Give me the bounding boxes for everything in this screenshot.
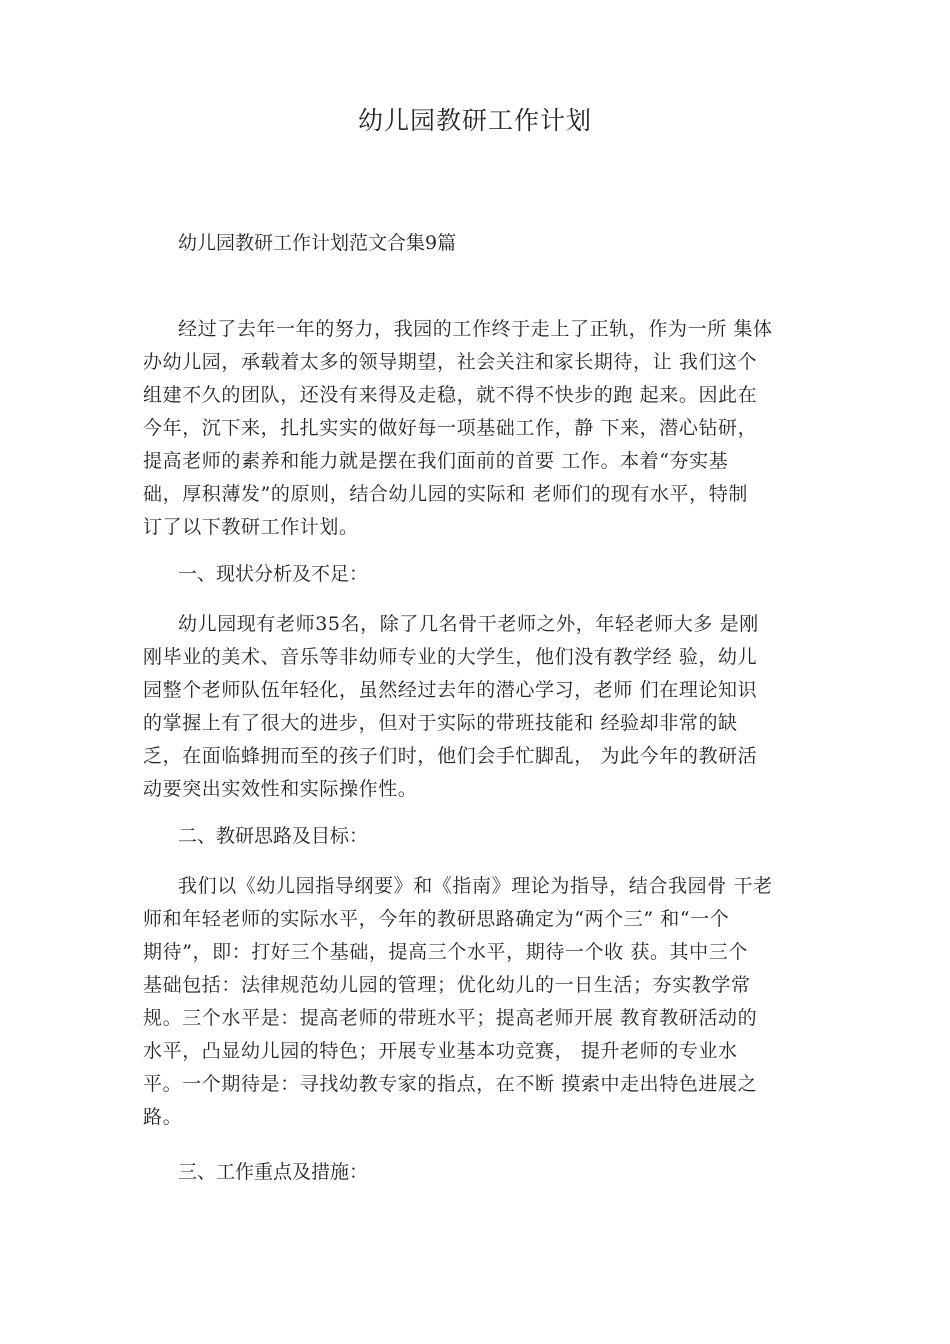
section1-paragraph bbox=[143, 608, 833, 806]
paragraph-line: 水平，凸显幼儿园的特色；开展专业基本功竞赛， 提升老师的专业水 bbox=[143, 1040, 738, 1062]
document-title: 幼儿园教研工作计划 bbox=[357, 106, 592, 135]
paragraph-line: 规。三个水平是：提高老师的带班水平；提高老师开展 教育教研活动的 bbox=[143, 1007, 758, 1029]
section-heading-measures: 三、工作重点及措施： bbox=[178, 1161, 369, 1183]
paragraph-line: 幼儿园现有老师35名，除了几名骨干老师之外，年轻老师大多 是刚 bbox=[178, 613, 759, 635]
intro-paragraph bbox=[143, 313, 833, 544]
paragraph-line: 基础包括：法律规范幼儿园的管理；优化幼儿的一日生活；夯实教学常 bbox=[143, 974, 751, 996]
paragraph-line: 组建不久的团队，还没有来得及走稳，就不得不快步的跑 起来。因此在 bbox=[143, 384, 758, 406]
paragraph-line: 刚毕业的美术、音乐等非幼师专业的大学生，他们没有教学经 验，幼儿 bbox=[143, 646, 758, 668]
paragraph-line: 乏，在面临蜂拥而至的孩子们时，他们会手忙脚乱， 为此今年的教研活 bbox=[143, 745, 758, 767]
paragraph-line: 经过了去年一年的努力，我园的工作终于走上了正轨，作为一所 集体 bbox=[178, 318, 773, 340]
paragraph-line: 动要突出实效性和实际操作性。 bbox=[143, 778, 418, 800]
document-subtitle: 幼儿园教研工作计划范文合集9篇 bbox=[178, 232, 457, 254]
paragraph-line: 平。一个期待是：寻找幼教专家的指点，在不断 摸索中走出特色进展之 bbox=[143, 1073, 758, 1095]
paragraph-line: 路。 bbox=[143, 1106, 183, 1128]
paragraph-line: 办幼儿园，承载着太多的领导期望，社会关注和家长期待，让 我们这个 bbox=[143, 351, 758, 373]
paragraph-line: 订了以下教研工作计划。 bbox=[143, 516, 359, 538]
paragraph-line: 今年，沉下来，扎扎实实的做好每一项基础工作，静 下来，潜心钻研， bbox=[143, 417, 758, 439]
section2-paragraph bbox=[143, 870, 833, 1134]
paragraph-line: 师和年轻老师的实际水平，今年的教研思路确定为“两个三” 和“一个 bbox=[143, 908, 730, 930]
section-heading-goals: 二、教研思路及目标： bbox=[178, 825, 369, 847]
paragraph-line: 础，厚积薄发”的原则，结合幼儿园的实际和 老师们的现有水平，特制 bbox=[143, 483, 748, 505]
paragraph-line: 期待”，即：打好三个基础，提高三个水平，期待一个收 获。其中三个 bbox=[143, 941, 748, 963]
paragraph-line: 园整个老师队伍年轻化，虽然经过去年的潜心学习，老师 们在理论知识 bbox=[143, 679, 758, 701]
section-heading-status: 一、现状分析及不足： bbox=[178, 563, 369, 585]
paragraph-line: 我们以《幼儿园指导纲要》和《指南》理论为指导，结合我园骨 干老 bbox=[178, 875, 773, 897]
paragraph-line: 的掌握上有了很大的进步，但对于实际的带班技能和 经验却非常的缺 bbox=[143, 712, 738, 734]
paragraph-line: 提高老师的素养和能力就是摆在我们面前的首要 工作。本着“夯实基 bbox=[143, 450, 729, 472]
